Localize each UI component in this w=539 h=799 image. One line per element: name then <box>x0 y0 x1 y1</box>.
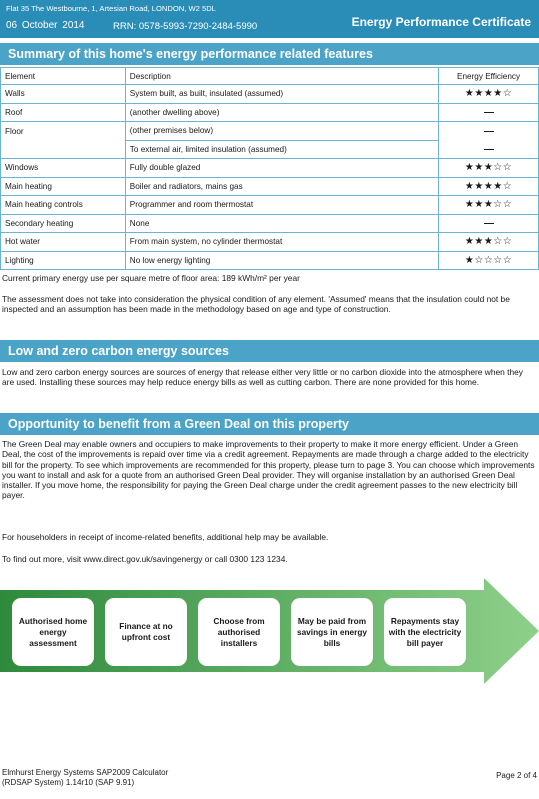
step-repayments: Repayments stay with the electricity bill payer <box>384 598 466 666</box>
certificate-header <box>0 0 539 38</box>
column-header-element: Element <box>1 68 126 85</box>
summary-heading: Summary of this home's energy performance related features <box>0 43 539 65</box>
table-row <box>1 140 539 159</box>
description-cell: None <box>125 214 438 233</box>
low-zero-carbon-heading: Low and zero carbon energy sources <box>0 340 539 362</box>
no-rating-dash <box>439 122 539 141</box>
element-cell: Roof <box>1 103 126 122</box>
low-zero-carbon-text: Low and zero carbon energy sources are sources of energy that release either very little or no carbon dioxide into the atmosphere when they are used. Installing these sources may help reduce energy bills as well as cutting carbon. There are none provided for this home. <box>2 367 523 388</box>
green-deal-text: The Green Deal may enable owners and occupiers to make improvements to their property to make it more energy efficient. Under a Green Deal, the cost of the improvements is repaid over time via a credit agreement. Repayments are made through a charge added to the electricity bill for the property. To see which improvements are recommended for this property, please turn to page 3. You can choose which improvements you want to install and ask for a quote from an authorised Green Deal provider. They will organise installation by an authorised Green Deal installer. If you move home, the responsibility for paying the Green Deal charge under the credit agreement passes to the new electricity bill payer. <box>2 439 535 501</box>
description-cell: To external air, limited insulation (assumed) <box>125 140 438 159</box>
features-table <box>0 67 539 270</box>
rating-stars-icon: ★☆☆☆☆ <box>464 254 513 266</box>
column-header-description: Description <box>125 68 438 85</box>
certificate-date: 06 October 2014 <box>6 20 85 31</box>
rating-stars-icon: ★★★☆☆ <box>464 199 513 211</box>
star-rating <box>439 233 539 252</box>
rating-stars-icon: ★★★☆☆ <box>464 162 513 174</box>
star-rating <box>439 85 539 104</box>
table-row <box>1 85 539 104</box>
step-savings: May be paid from savings in energy bills <box>291 598 373 666</box>
description-cell: (another dwelling above) <box>125 103 438 122</box>
element-cell <box>1 140 126 159</box>
element-cell: Main heating <box>1 177 126 196</box>
table-row <box>1 233 539 252</box>
element-cell: Secondary heating <box>1 214 126 233</box>
green-deal-heading: Opportunity to benefit from a Green Deal on this property <box>0 413 539 435</box>
step-finance: Finance at no upfront cost <box>105 598 187 666</box>
star-rating <box>439 196 539 215</box>
rating-stars-icon: ★★★★☆ <box>464 88 513 100</box>
page-number: Page 2 of 4 <box>496 771 537 780</box>
element-cell: Floor <box>1 122 126 141</box>
green-deal-benefits-text: For householders in receipt of income-related benefits, additional help may be available. <box>2 532 329 542</box>
rating-stars-icon: ★★★★☆ <box>464 180 513 192</box>
description-cell: No low energy lighting <box>125 251 438 270</box>
step-installers: Choose from authorised installers <box>198 598 280 666</box>
table-row <box>1 122 539 141</box>
element-cell: Hot water <box>1 233 126 252</box>
description-cell: Programmer and room thermostat <box>125 196 438 215</box>
description-cell: System built, as built, insulated (assumed) <box>125 85 438 104</box>
table-row <box>1 196 539 215</box>
table-row <box>1 159 539 178</box>
no-rating-dash <box>439 214 539 233</box>
green-deal-contact-text: To find out more, visit www.direct.gov.uk/savingenergy or call 0300 123 1234. <box>2 554 288 564</box>
table-row <box>1 103 539 122</box>
report-reference-number: RRN: 0578-5993-7290-2484-5990 <box>113 21 258 32</box>
description-cell: From main system, no cylinder thermostat <box>125 233 438 252</box>
element-cell: Main heating controls <box>1 196 126 215</box>
description-cell: (other premises below) <box>125 122 438 141</box>
table-row <box>1 251 539 270</box>
star-rating <box>439 159 539 178</box>
primary-energy-use: Current primary energy use per square metre of floor area: 189 kWh/m² per year <box>2 273 300 283</box>
star-rating <box>439 251 539 270</box>
element-cell: Windows <box>1 159 126 178</box>
no-rating-dash <box>439 103 539 122</box>
table-row <box>1 214 539 233</box>
description-cell: Fully double glazed <box>125 159 438 178</box>
column-header-efficiency: Energy Efficiency <box>439 68 539 85</box>
no-rating-dash <box>439 140 539 159</box>
table-row <box>1 177 539 196</box>
software-info: Elmhurst Energy Systems SAP2009 Calculator (RDSAP System) 1.14r10 (SAP 9.91) <box>2 768 169 787</box>
step-assessment: Authorised home energy assessment <box>12 598 94 666</box>
certificate-title: Energy Performance Certificate <box>351 15 531 29</box>
element-cell: Walls <box>1 85 126 104</box>
property-address: Flat 35 The Westbourne, 1, Artesian Road, LONDON, W2 5DL <box>6 4 216 13</box>
assessment-note: The assessment does not take into consideration the physical condition of any element. 'Assumed' means that the insulation could not be inspected and an assumption has been made in the methodology based on age and type of construction. <box>2 294 510 315</box>
element-cell: Lighting <box>1 251 126 270</box>
description-cell: Boiler and radiators, mains gas <box>125 177 438 196</box>
rating-stars-icon: ★★★☆☆ <box>464 236 513 248</box>
star-rating <box>439 177 539 196</box>
table-header-row <box>1 68 539 85</box>
